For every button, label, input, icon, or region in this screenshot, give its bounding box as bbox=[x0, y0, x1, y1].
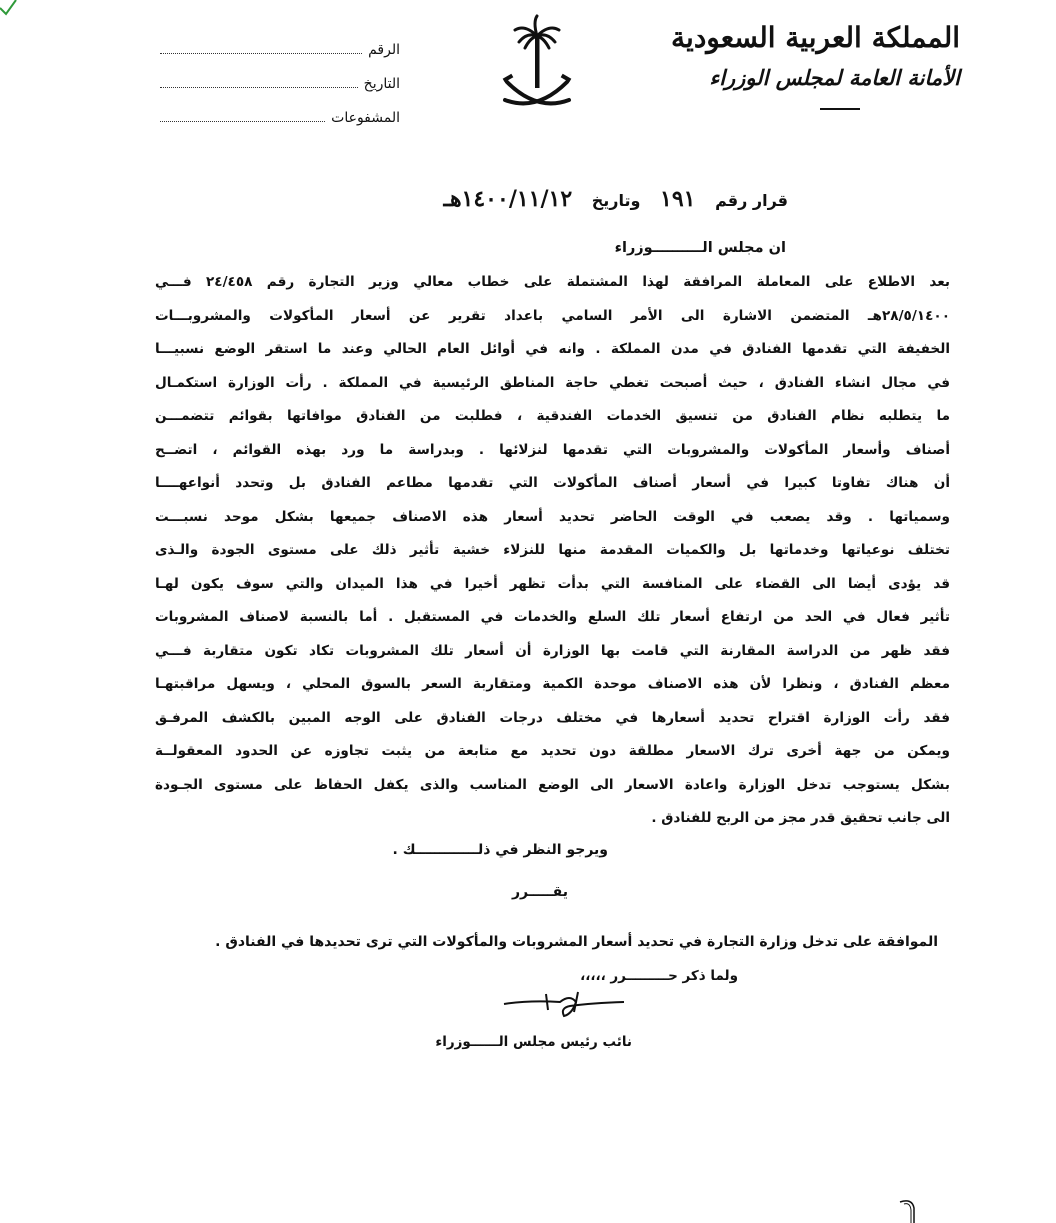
header-rule bbox=[820, 108, 860, 110]
council-intro: ان مجلس الــــــــــوزراء bbox=[614, 240, 786, 256]
body-line: الخفيفة التي تقدمها الفنادق في مدن المملكة . وانه في أوائل العام الحالي وعند ما استقر الوضع نسبيـــا bbox=[155, 341, 950, 357]
body-line: معظم الفنادق ، ونظرا لأن هذه الاصناف موحدة الكمية ومتقاربة السعر بالسوق المحلي ، ويسهل مراقبتهـا bbox=[155, 676, 950, 692]
field-date-line bbox=[160, 77, 358, 88]
decree-body bbox=[155, 266, 950, 836]
closing-request: ويرجو النظر في ذلـــــــــــــك . bbox=[392, 842, 608, 858]
field-number-label: الرقم bbox=[368, 42, 400, 58]
decision-date: ١٤٠٠/١١/١٢هـ bbox=[443, 186, 573, 212]
body-line: أصناف وأسعار المأكولات والمشروبات التي تقدمها لنزلائها . وبدراسة ما ورد بهذه القوائم ، اتضــح bbox=[155, 441, 950, 458]
decides-heading: يقـــــرر bbox=[511, 884, 568, 900]
body-line: بعد الاطلاع على المعاملة المرافقة لهذا المشتملة على خطاب معالي وزير التجارة رقم ٢٤/٤٥٨ فـــي bbox=[155, 274, 950, 290]
field-attachments-line bbox=[160, 111, 325, 122]
body-line: ٢٨/٥/١٤٠٠هـ المتضمن الاشارة الى الأمر السامي باعداد تقرير عن أسعار المأكولات والمشروبـــات bbox=[155, 307, 950, 324]
body-line: الى جانب تحقيق قدر مجز من الربح للفنادق . bbox=[651, 810, 950, 826]
body-line: تأثير فعال في الحد من ارتفاع أسعار تلك السلع والخدمات في المستقبل . أما بالنسبة لاصناف المشروبات bbox=[155, 609, 950, 625]
reference-fields bbox=[160, 24, 400, 126]
body-line: في مجال انشاء الفنادق ، حيث أصبحت تغطي حاجة المناطق الرئيسية في المملكة . رأت الوزارة استكمـال bbox=[155, 374, 950, 391]
field-number bbox=[160, 24, 400, 58]
issued-note: ولما ذكر حـــــــــرر ،،،،، bbox=[580, 968, 738, 984]
handwritten-signature bbox=[500, 990, 630, 1030]
body-line: قد يؤدى أيضا الى القضاء على المنافسة التي بدأت تظهر أخيرا في هذا الميدان والتي سوف يكون لهـا bbox=[155, 575, 950, 592]
decision-date-label: وتاريخ bbox=[591, 191, 641, 210]
body-line: تختلف نوعياتها وخدماتها بل والكميات المقدمة منها للنزلاء خشية تأثير ذلك على مستوى الجودة والـذى bbox=[155, 542, 950, 558]
body-line: بشكل يستوجب تدخل الوزارة واعادة الاسعار الى الوضع المناسب والذى يكفل الحفاظ على مستوى الجـودة bbox=[155, 776, 950, 793]
body-line: أن هناك تفاوتا كبيرا في أسعار أصناف المأكولات التي تقدمها مطاعم الفنادق بل وتحدد أنواعهــــا bbox=[155, 475, 950, 491]
letterhead-right bbox=[671, 18, 960, 110]
signer-title: نائب رئيس مجلس الــــــوزراء bbox=[435, 1034, 632, 1050]
corner-check-mark bbox=[0, 0, 18, 18]
body-line: فقد ظهر من الدراسة المقارنة التي قامت بها الوزارة أن أسعار تلك المشروبات تكاد تكون متقاربة فـــي bbox=[155, 642, 950, 659]
decision-number: ١٩١ bbox=[660, 186, 696, 212]
field-number-line bbox=[160, 43, 362, 54]
page-edge-mark bbox=[898, 1196, 918, 1223]
palm-swords-emblem-icon bbox=[497, 12, 577, 122]
field-date bbox=[160, 58, 400, 92]
body-line: ما يتطلبه نظام الفنادق من تنسيق الخدمات الفندقية ، فطلبت من الفنادق موافاتها بقوائم تتضمـــن bbox=[155, 408, 950, 424]
secretariat-title: الأمانة العامة لمجلس الوزراء bbox=[709, 65, 960, 90]
field-attachments bbox=[160, 92, 400, 126]
field-date-label: التاريخ bbox=[363, 76, 400, 92]
field-attachments-label: المشفوعات bbox=[331, 110, 400, 126]
decision-prefix: قرار رقم bbox=[715, 191, 788, 210]
resolution-text: الموافقة على تدخل وزارة التجارة في تحديد أسعار المشروبات والمأكولات التي ترى تحديدها في الفنادق . bbox=[215, 934, 938, 950]
kingdom-title: المملكة العربية السعودية bbox=[671, 21, 960, 54]
body-line: فقد رأت الوزارة اقتراح تحديد أسعارها في مختلف درجات الفنادق على الوجه المبين بالكشف المرفـق bbox=[155, 709, 950, 726]
body-line: ويمكن من جهة أخرى ترك الاسعار مطلقة دون تحديد مع متابعة من يثبت تجاوزه عن الحدود المعقولــة bbox=[155, 743, 950, 759]
decision-line bbox=[430, 186, 789, 212]
body-line: وسمياتها . وقد يصعب في الوقت الحاضر تحديد أسعار هذه الاصناف جميعها بشكل موحد نسبـــت bbox=[155, 508, 950, 525]
